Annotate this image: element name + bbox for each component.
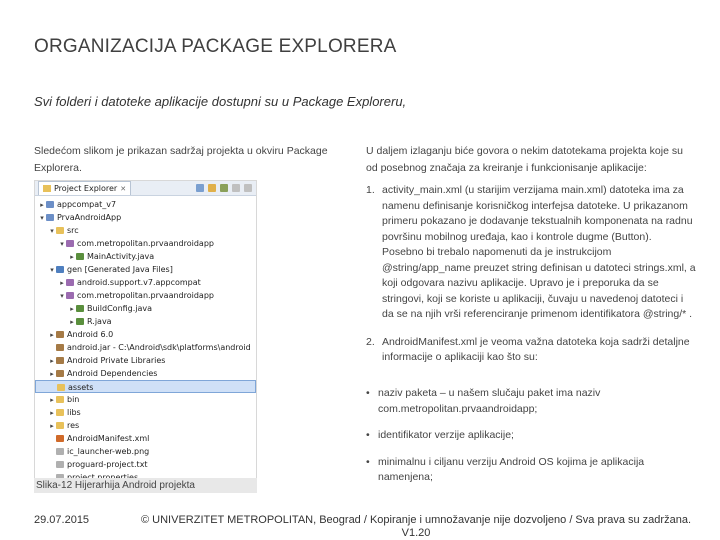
- tree-row-label: R.java: [87, 317, 112, 326]
- tree-row-label: MainActivity.java: [87, 252, 155, 261]
- bullet-item: [366, 386, 696, 417]
- chevron-down-icon[interactable]: ▾: [60, 292, 64, 300]
- chevron-down-icon[interactable]: ▾: [50, 227, 54, 235]
- tree-row-label: ic_launcher-web.png: [67, 447, 150, 456]
- maximize-icon: [244, 184, 252, 192]
- bullet-icon: •: [366, 387, 370, 399]
- tree-row-label: bin: [67, 395, 80, 404]
- bullet-icon: •: [366, 429, 370, 441]
- pkg-icon: [66, 240, 74, 247]
- tree-row[interactable]: [35, 458, 256, 471]
- gen-icon: [56, 266, 64, 273]
- view-menu-icon: [220, 184, 228, 192]
- bullet-item: [366, 428, 696, 444]
- chevron-right-icon[interactable]: ▸: [70, 253, 74, 261]
- chevron-right-icon[interactable]: ▸: [50, 370, 54, 378]
- minimize-icon: [232, 184, 240, 192]
- tree-row[interactable]: [35, 224, 256, 237]
- tree-row[interactable]: [35, 393, 256, 406]
- file-icon: [56, 448, 64, 455]
- folder-icon: [56, 396, 64, 403]
- bullet-text: identifikator verzije aplikacije;: [378, 429, 514, 441]
- tree-row[interactable]: [35, 237, 256, 250]
- tree-row[interactable]: [35, 445, 256, 458]
- pkg-icon: [66, 292, 74, 299]
- explorer-tab: [38, 181, 131, 195]
- list-text: activity_main.xml (u starijim verzijama main.xml) datoteka ima za namenu definisanje korisničkog interfejsa datoteke. U prikazanom primeru pokazano je dodavanje tekstualnih komponenata na radnu površinu mobilnog uređaja, kao i kontrole dugme (Button). Posebno bi trebalo napomenuti da je instrukcijom @string/app_name preuzet string definisan u datoteci strings.xml, a koji odgovara nazivu aplikacije. Upravo je i preporuka da se stringovi, koji se koriste u aplikaciji, čuvaju u navedenoj datoteci i da se na njih vrši referenciranje primenom identifikatora @string/* .: [382, 184, 696, 320]
- tree-row-label: PrvaAndroidApp: [57, 213, 122, 222]
- tree-row-label: android.jar - C:\Android\sdk\platforms\android: [67, 343, 251, 352]
- chevron-down-icon[interactable]: ▾: [60, 240, 64, 248]
- chevron-right-icon[interactable]: ▸: [60, 279, 64, 287]
- tree-row-label: appcompat_v7: [57, 200, 117, 209]
- list-number: 2.: [366, 335, 375, 348]
- chevron-right-icon[interactable]: ▸: [70, 318, 74, 326]
- tree-row[interactable]: [35, 328, 256, 341]
- tree-row[interactable]: [35, 406, 256, 419]
- tree-row[interactable]: [35, 315, 256, 328]
- bullet-list: [366, 386, 696, 497]
- explorer-toolbar: [196, 184, 256, 192]
- tree-row-label: android.support.v7.appcompat: [77, 278, 201, 287]
- left-paragraph: Sledećom slikom je prikazan sadržaj projekta u okviru Package Explorera.: [34, 145, 328, 174]
- page-title: ORGANIZACIJA PACKAGE EXPLORERA: [34, 36, 397, 57]
- java-icon: [76, 305, 84, 312]
- chevron-right-icon[interactable]: ▸: [50, 409, 54, 417]
- tree-row[interactable]: [35, 211, 256, 224]
- bullet-icon: •: [366, 455, 370, 468]
- tree-row[interactable]: [35, 198, 256, 211]
- folder-icon: [56, 422, 64, 429]
- list-item: [366, 183, 696, 323]
- right-intro: U daljem izlaganju biće govora o nekim datotekama projekta koje su od posebnog značaja za kreiranje i funkcionisanje aplikacije:: [366, 145, 683, 174]
- explorer-tree: [35, 196, 256, 484]
- tree-row-label: libs: [67, 408, 81, 417]
- tree-row[interactable]: [35, 276, 256, 289]
- list-text: AndroidManifest.xml je veoma važna datoteka koja sadrži detaljne informacije o aplikaciji kao što su:: [382, 335, 690, 363]
- folder-icon: [57, 384, 65, 391]
- tree-row-label: proguard-project.txt: [67, 460, 148, 469]
- numbered-list: [366, 183, 696, 366]
- project-icon: [46, 201, 54, 208]
- link-editor-icon: [208, 184, 216, 192]
- chevron-right-icon[interactable]: ▸: [70, 305, 74, 313]
- tree-row[interactable]: [35, 367, 256, 380]
- pkg-icon: [66, 279, 74, 286]
- chevron-down-icon[interactable]: ▾: [50, 266, 54, 274]
- bullet-item: [366, 455, 696, 486]
- tree-row[interactable]: [35, 341, 256, 354]
- page-subtitle: Svi folderi i datoteke aplikacije dostupni su u Package Exploreru,: [34, 94, 407, 109]
- bullet-text: naziv paketa – u našem slučaju paket ima naziv com.metropolitan.prvaandroidapp;: [378, 387, 601, 415]
- list-number: 1.: [366, 184, 375, 196]
- tree-row-label: Android Private Libraries: [67, 356, 166, 365]
- lib-icon: [56, 357, 64, 364]
- tree-row-label: AndroidManifest.xml: [67, 434, 150, 443]
- figure-caption: Slika-12 Hijerarhija Android projekta: [34, 478, 257, 493]
- lib-icon: [56, 344, 64, 351]
- java-icon: [76, 318, 84, 325]
- tree-row[interactable]: [35, 302, 256, 315]
- tree-row-label: com.metropolitan.prvaandroidapp: [77, 291, 214, 300]
- chevron-right-icon[interactable]: ▸: [50, 331, 54, 339]
- footer-date: 29.07.2015: [34, 514, 90, 526]
- folder-icon: [56, 409, 64, 416]
- chevron-right-icon[interactable]: ▸: [50, 422, 54, 430]
- tree-row-label: Android 6.0: [67, 330, 114, 339]
- tree-row[interactable]: [35, 380, 256, 393]
- tree-row[interactable]: [35, 263, 256, 276]
- chevron-right-icon[interactable]: ▸: [50, 396, 54, 404]
- chevron-down-icon[interactable]: ▾: [40, 214, 44, 222]
- xml-icon: [56, 435, 64, 442]
- java-icon: [76, 253, 84, 260]
- project-explorer-screenshot: [34, 180, 257, 493]
- tree-row-label: gen [Generated Java Files]: [67, 265, 173, 274]
- tree-row-label: src: [67, 226, 79, 235]
- project-icon: [46, 214, 54, 221]
- tree-row[interactable]: [35, 419, 256, 432]
- explorer-header: [35, 181, 256, 196]
- project-explorer-icon: [43, 185, 51, 192]
- footer-copyright: © UNIVERZITET METROPOLITAN, Beograd / Kopiranje i umnožavanje nije dozvoljeno / Sva prava su zadržana. V1.20: [141, 514, 691, 539]
- chevron-right-icon[interactable]: ▸: [40, 201, 44, 209]
- close-icon: ✕: [120, 184, 127, 193]
- tree-row[interactable]: [35, 432, 256, 445]
- tree-row[interactable]: [35, 354, 256, 367]
- tree-row-label: assets: [68, 383, 94, 392]
- tree-row[interactable]: [35, 250, 256, 263]
- chevron-right-icon[interactable]: ▸: [50, 357, 54, 365]
- tree-row-label: BuildConfig.java: [87, 304, 153, 313]
- lib-icon: [56, 370, 64, 377]
- tree-row-label: com.metropolitan.prvaandroidapp: [77, 239, 214, 248]
- tree-row-label: Android Dependencies: [67, 369, 158, 378]
- tree-row-label: res: [67, 421, 80, 430]
- lib-icon: [56, 331, 64, 338]
- folder-icon: [56, 227, 64, 234]
- file-icon: [56, 461, 64, 468]
- bullet-text: minimalnu i ciljanu verziju Android OS kojima je aplikacija namenjena;: [378, 455, 645, 483]
- list-item: [366, 335, 696, 366]
- tree-row[interactable]: [35, 289, 256, 302]
- explorer-tab-label: Project Explorer: [54, 183, 118, 193]
- collapse-all-icon: [196, 184, 204, 192]
